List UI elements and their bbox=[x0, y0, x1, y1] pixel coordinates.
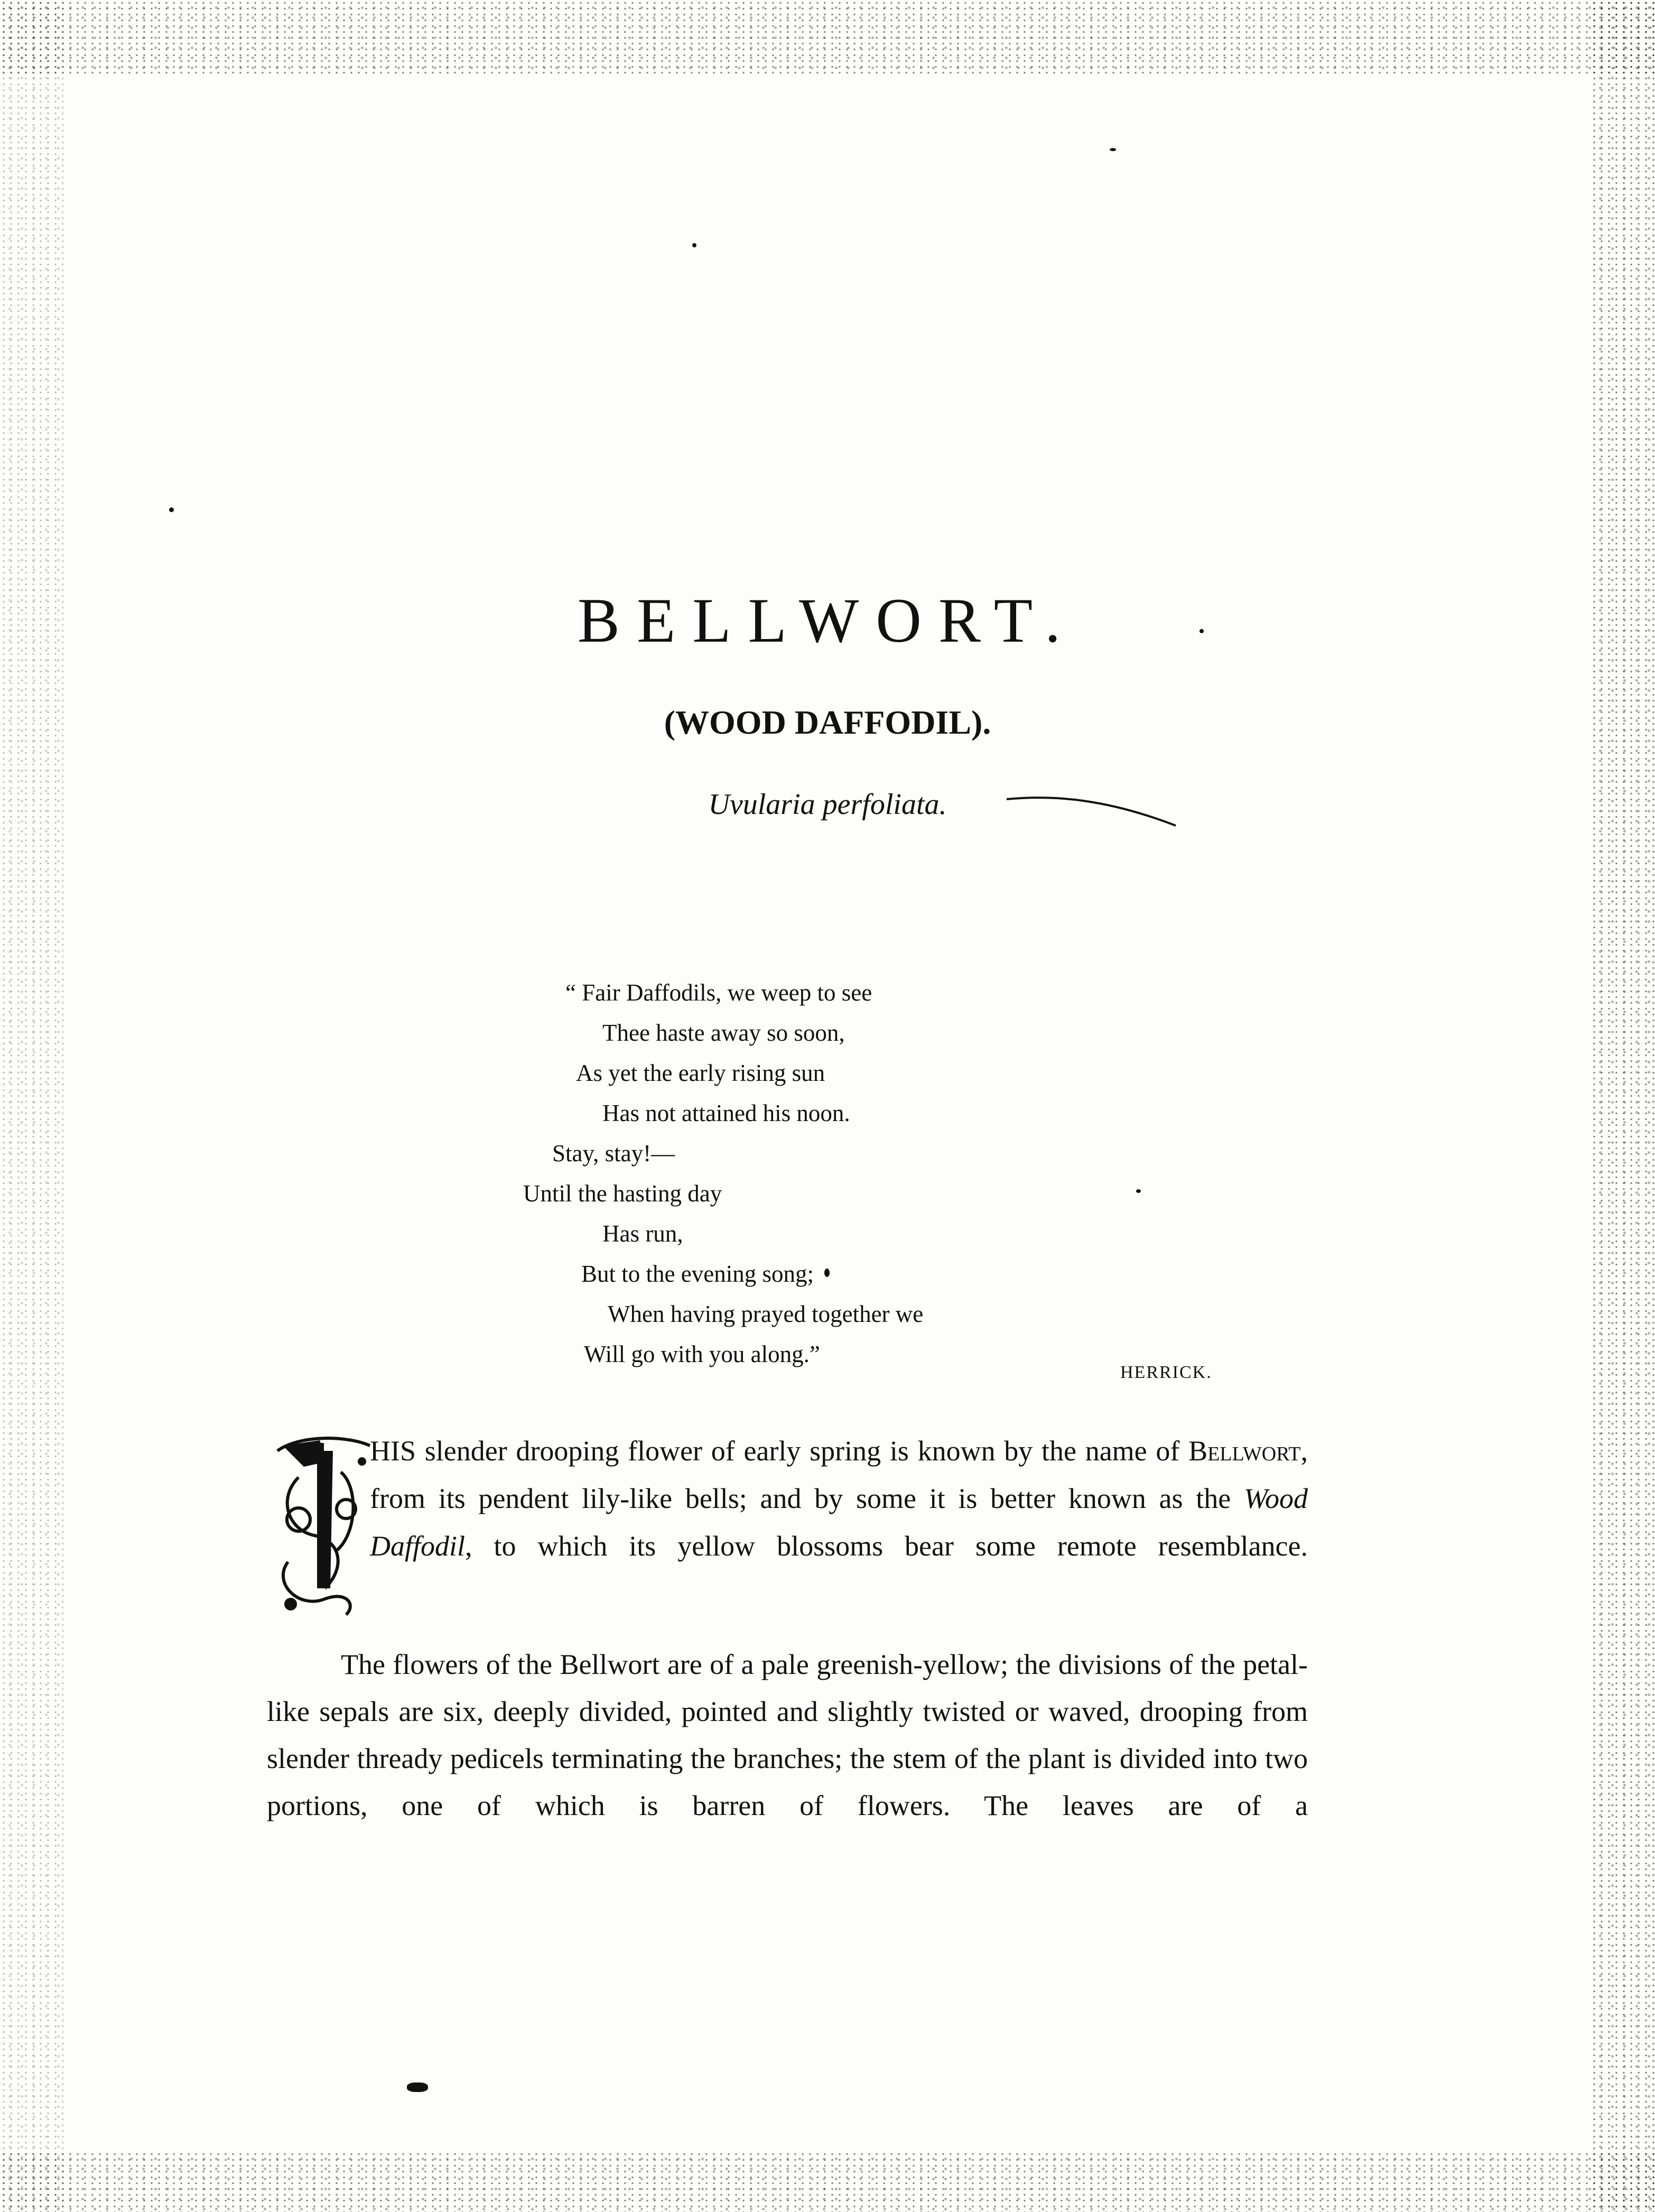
poem-line: Thee haste away so soon, bbox=[602, 1020, 845, 1046]
second-paragraph: The flowers of the Bellwort are of a pale greenish-yellow; the divisions of the petal-like sepals are six, deeply divided, pointed and slightly twisted or waved, drooping from slender thready pedicels terminating the branches; the stem of the plant is divided into two portions, one of which is barren of flowers. The leaves are of a bbox=[267, 1649, 1308, 1821]
first-paragraph-text: slender drooping flower of early spring is known by the name of bbox=[416, 1435, 1189, 1467]
poem-line: As yet the early rising sun bbox=[576, 1060, 825, 1086]
scan-edge-bottom bbox=[0, 2151, 1655, 2212]
speck bbox=[1110, 148, 1116, 151]
poem-line: Stay, stay!— bbox=[552, 1140, 675, 1167]
latin-name: Uvularia perfoliata. bbox=[708, 788, 947, 821]
speck bbox=[169, 507, 174, 512]
poem-line: When having prayed together we bbox=[608, 1301, 924, 1327]
poem-line: But to the evening song; bbox=[581, 1261, 814, 1287]
wood-daffodil-italic: Wood Daffodil bbox=[370, 1483, 1308, 1562]
scan-edge-left bbox=[0, 0, 63, 2212]
speck bbox=[692, 243, 696, 247]
bellwort-small-caps: Bellwort bbox=[1188, 1435, 1301, 1467]
epigraph-poem bbox=[523, 973, 1263, 1374]
first-paragraph-text: , from its pendent lily-like bells; and by some it is better known as the bbox=[370, 1435, 1308, 1514]
page-title: BELLWORT. bbox=[577, 585, 1078, 655]
poem-line: Will go with you along.” bbox=[584, 1341, 820, 1367]
scan-edge-top bbox=[0, 0, 1655, 74]
common-name: (WOOD DAFFODIL). bbox=[664, 704, 991, 741]
poem-line: “ Fair Daffodils, we weep to see bbox=[565, 979, 872, 1006]
poem-line: Until the hasting day bbox=[523, 1180, 722, 1207]
pen-stroke-mark bbox=[1004, 793, 1178, 830]
first-paragraph bbox=[370, 1427, 1308, 1570]
first-paragraph-lead: HIS bbox=[370, 1435, 416, 1467]
poem-line: Has not attained his noon. bbox=[602, 1100, 850, 1126]
ornamental-drop-cap bbox=[267, 1430, 383, 1620]
poem-attribution: HERRICK. bbox=[1120, 1363, 1212, 1382]
poem-line: Has run, bbox=[602, 1220, 683, 1247]
first-paragraph-text: , to which its yellow blossoms bear some remote resemblance. bbox=[465, 1530, 1308, 1562]
speck bbox=[407, 2083, 428, 2092]
scan-edge-right bbox=[1591, 0, 1655, 2212]
